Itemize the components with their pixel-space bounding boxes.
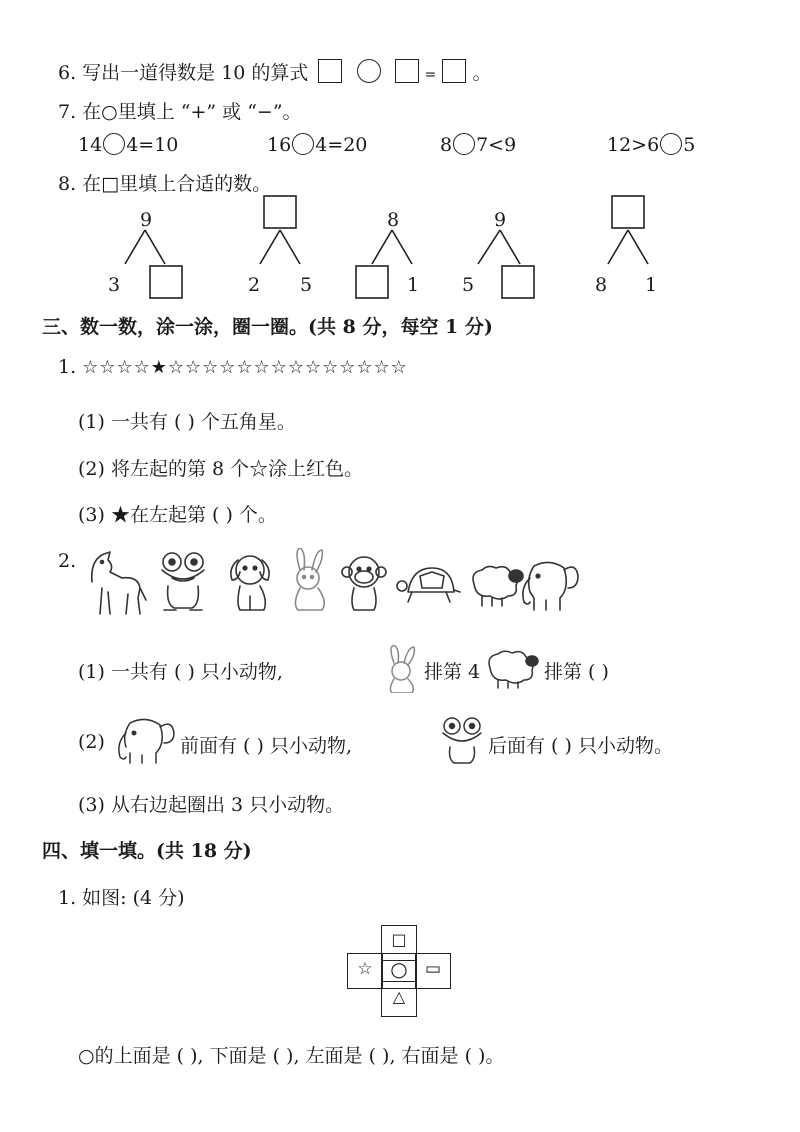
frog-icon: [162, 553, 204, 610]
q7-item-4-right: 5: [683, 134, 696, 156]
answer-box[interactable]: [318, 59, 342, 83]
q1-part-3: (3) ★在左起第 ( ) 个。: [78, 504, 277, 526]
bond-line: [260, 230, 280, 264]
monkey-icon: [342, 557, 386, 610]
tree-3-top: 8: [386, 209, 400, 231]
bond-line: [145, 230, 165, 264]
question-7-title: 7. 在○里填上 “+” 或 “−”。: [58, 101, 302, 123]
question-1-label: 1.: [58, 356, 77, 378]
question-8-title: 8. 在□里填上合适的数。: [58, 173, 272, 195]
question-2-label: 2.: [58, 550, 77, 572]
q7-item-3-right: 7<9: [476, 134, 517, 156]
operator-circle[interactable]: [357, 59, 381, 83]
elephant-icon: [523, 562, 578, 610]
operator-circle[interactable]: [292, 133, 314, 155]
triangle-icon: △: [392, 987, 406, 1006]
equals-sign: =: [424, 67, 437, 83]
tree-1-top: 9: [139, 209, 153, 231]
bond-line: [608, 230, 628, 264]
rectangle-icon: ▭: [424, 959, 442, 979]
q2-part-3: (3) 从右边起圈出 3 只小动物。: [78, 794, 345, 816]
operator-circle[interactable]: [660, 133, 682, 155]
q7-item-1: [78, 133, 178, 156]
q7-item-3: [440, 133, 516, 156]
bond-line: [478, 230, 500, 264]
answer-box[interactable]: [612, 196, 644, 228]
q2-part-1-a: (1) 一共有 ( ) 只小动物,: [78, 661, 283, 683]
sheep-icon: [473, 566, 523, 606]
bond-line: [372, 230, 392, 264]
q7-item-1-left: 14: [78, 134, 103, 156]
tree-4-left: 5: [461, 274, 475, 296]
question-6-end: 。: [472, 62, 492, 84]
section-3-title: 三、数一数，涂一涂，圈一圈。(共 8 分，每空 1 分): [42, 316, 493, 338]
bond-line: [280, 230, 300, 264]
circle-icon: ○: [390, 957, 408, 981]
tree-1-left: 3: [107, 274, 121, 296]
horse-icon: [92, 552, 146, 614]
tree-2-right: 5: [299, 274, 313, 296]
section-4-question-1: 1. 如图: (4 分): [58, 887, 185, 909]
star-icon: ☆: [357, 959, 373, 979]
turtle-icon: [397, 568, 460, 602]
tree-5-right: 1: [644, 274, 658, 296]
answer-box[interactable]: [264, 196, 296, 228]
answer-box[interactable]: [442, 59, 466, 83]
q7-item-2-right: 4=20: [315, 134, 368, 156]
stars-sequence: ☆☆☆☆★☆☆☆☆☆☆☆☆☆☆☆☆☆☆: [82, 357, 408, 378]
frog-icon: [440, 715, 486, 765]
bond-line: [500, 230, 520, 264]
sheep-icon: [484, 650, 542, 690]
question-6-text: 6. 写出一道得数是 10 的算式: [58, 62, 309, 84]
grid-cell-right: [415, 953, 451, 989]
elephant-icon: [116, 715, 178, 765]
q1-part-2: (2) 将左起的第 8 个☆涂上红色。: [78, 458, 364, 480]
tree-2-left: 2: [247, 274, 261, 296]
bond-line: [628, 230, 648, 264]
tree-4-top: 9: [493, 209, 507, 231]
answer-box[interactable]: [356, 266, 388, 298]
grid-cell-bottom: [381, 981, 417, 1017]
q2-part-1-b: 排第 4: [424, 661, 481, 683]
operator-circle[interactable]: [103, 133, 125, 155]
q2-part-2-c: 后面有 ( ) 只小动物。: [488, 735, 673, 757]
bond-line: [125, 230, 145, 264]
answer-box[interactable]: [395, 59, 419, 83]
q7-item-1-right: 4=10: [126, 134, 179, 156]
bond-line: [392, 230, 412, 264]
question-6: [58, 58, 491, 85]
answer-box[interactable]: [150, 266, 182, 298]
q7-item-3-left: 8: [440, 134, 453, 156]
grid-answer-sentence: ○的上面是 ( ), 下面是 ( ), 左面是 ( ), 右面是 ( )。: [78, 1045, 505, 1067]
q7-item-4-left: 12>6: [607, 134, 660, 156]
q2-part-1-c: 排第 ( ): [544, 661, 609, 683]
tree-5-left: 8: [594, 274, 608, 296]
rabbit-icon: [295, 548, 324, 610]
section-4-title: 四、填一填。(共 18 分): [42, 840, 252, 862]
answer-box[interactable]: [502, 266, 534, 298]
q7-item-2-left: 16: [267, 134, 292, 156]
q1-part-1: (1) 一共有 ( ) 个五角星。: [78, 411, 296, 433]
number-bond-trees: [0, 190, 800, 305]
tree-3-right: 1: [406, 274, 420, 296]
q2-part-2-a: (2): [78, 731, 105, 753]
q7-item-2: [267, 133, 367, 156]
square-icon: □: [391, 930, 407, 949]
stars-row: [58, 356, 408, 378]
operator-circle[interactable]: [453, 133, 475, 155]
grid-cell-left: [347, 953, 383, 989]
dog-icon: [231, 556, 269, 610]
q2-part-2-b: 前面有 ( ) 只小动物,: [180, 735, 352, 757]
animals-row: [80, 548, 580, 620]
rabbit-icon: [380, 645, 420, 693]
q7-item-4: [607, 133, 695, 156]
